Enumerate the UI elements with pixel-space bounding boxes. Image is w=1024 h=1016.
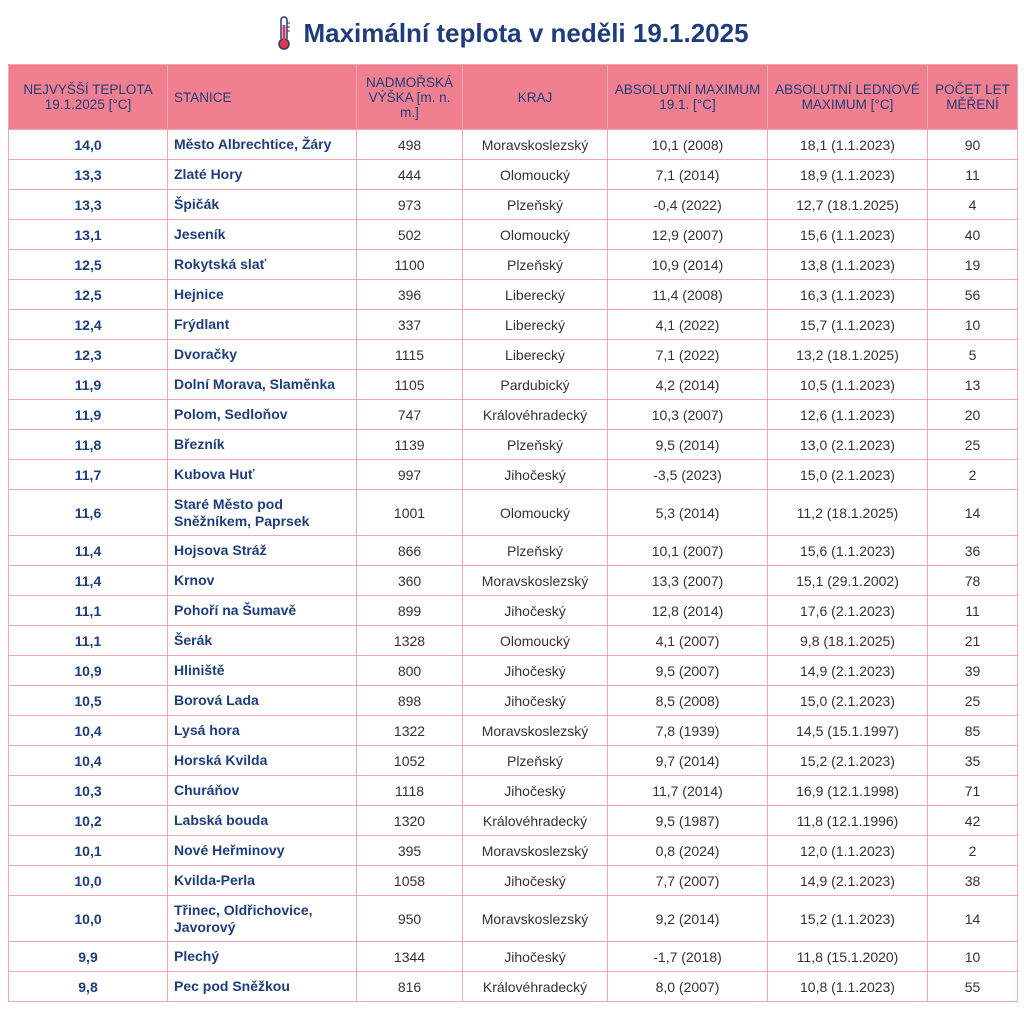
abs-max-day-cell: 9,2 (2014) [608,896,768,942]
table-row [9,190,1018,220]
years-cell: 25 [928,686,1018,716]
station-cell: Dolní Morava, Slaměnka [168,370,357,400]
table-row [9,866,1018,896]
years-cell: 10 [928,310,1018,340]
station-cell: Hliniště [168,656,357,686]
table-row [9,536,1018,566]
table-row [9,686,1018,716]
header-altitude: NADMOŘSKÁ VÝŠKA [m. n. m.] [357,65,463,130]
table-row [9,942,1018,972]
years-cell: 39 [928,656,1018,686]
region-cell: Moravskoslezský [463,716,608,746]
years-cell: 11 [928,160,1018,190]
header-years: POČET LET MĚŘENÍ [928,65,1018,130]
temp-cell: 11,4 [9,536,168,566]
altitude-cell: 1115 [357,340,463,370]
years-cell: 10 [928,942,1018,972]
years-cell: 2 [928,460,1018,490]
abs-max-jan-cell: 18,1 (1.1.2023) [768,130,928,160]
abs-max-day-cell: 10,9 (2014) [608,250,768,280]
years-cell: 21 [928,626,1018,656]
years-cell: 78 [928,566,1018,596]
temp-cell: 11,1 [9,626,168,656]
altitude-cell: 1320 [357,806,463,836]
page-title-wrap [275,15,748,51]
abs-max-jan-cell: 12,0 (1.1.2023) [768,836,928,866]
station-cell: Město Albrechtice, Žáry [168,130,357,160]
abs-max-jan-cell: 13,8 (1.1.2023) [768,250,928,280]
temp-cell: 11,9 [9,370,168,400]
temp-cell: 10,0 [9,896,168,942]
header-row [9,65,1018,130]
abs-max-jan-cell: 16,9 (12.1.1998) [768,776,928,806]
abs-max-jan-cell: 9,8 (18.1.2025) [768,626,928,656]
abs-max-day-cell: 4,1 (2022) [608,310,768,340]
region-cell: Liberecký [463,280,608,310]
station-cell: Dvoračky [168,340,357,370]
abs-max-jan-cell: 13,0 (2.1.2023) [768,430,928,460]
temp-cell: 11,7 [9,460,168,490]
temp-cell: 9,9 [9,942,168,972]
region-cell: Pardubický [463,370,608,400]
table-row [9,460,1018,490]
abs-max-jan-cell: 10,8 (1.1.2023) [768,972,928,1002]
table-row [9,490,1018,536]
temp-cell: 11,6 [9,490,168,536]
station-cell: Pohoří na Šumavě [168,596,357,626]
temperature-table [8,64,1018,1002]
altitude-cell: 747 [357,400,463,430]
region-cell: Olomoucký [463,626,608,656]
years-cell: 42 [928,806,1018,836]
altitude-cell: 396 [357,280,463,310]
header-abs-max-day: ABSOLUTNÍ MAXIMUM 19.1. [°C] [608,65,768,130]
years-cell: 55 [928,972,1018,1002]
altitude-cell: 973 [357,190,463,220]
region-cell: Plzeňský [463,536,608,566]
table-row [9,896,1018,942]
abs-max-day-cell: 10,3 (2007) [608,400,768,430]
temp-cell: 10,5 [9,686,168,716]
temp-cell: 10,1 [9,836,168,866]
temp-cell: 11,4 [9,566,168,596]
abs-max-jan-cell: 17,6 (2.1.2023) [768,596,928,626]
table-row [9,566,1018,596]
station-cell: Plechý [168,942,357,972]
temp-cell: 9,8 [9,972,168,1002]
abs-max-day-cell: 10,1 (2007) [608,536,768,566]
station-cell: Hojsova Stráž [168,536,357,566]
region-cell: Královéhradecký [463,806,608,836]
table-row [9,806,1018,836]
abs-max-jan-cell: 18,9 (1.1.2023) [768,160,928,190]
altitude-cell: 1001 [357,490,463,536]
temp-cell: 12,3 [9,340,168,370]
abs-max-jan-cell: 15,7 (1.1.2023) [768,310,928,340]
years-cell: 11 [928,596,1018,626]
region-cell: Liberecký [463,310,608,340]
abs-max-jan-cell: 15,2 (1.1.2023) [768,896,928,942]
station-cell: Krnov [168,566,357,596]
region-cell: Moravskoslezský [463,566,608,596]
region-cell: Jihočeský [463,656,608,686]
station-cell: Kvilda-Perla [168,866,357,896]
header-station: STANICE [168,65,357,130]
altitude-cell: 816 [357,972,463,1002]
region-cell: Královéhradecký [463,972,608,1002]
region-cell: Plzeňský [463,250,608,280]
header-temp: NEJVYŠŠÍ TEPLOTA 19.1.2025 [°C] [9,65,168,130]
station-cell: Frýdlant [168,310,357,340]
table-body [9,130,1018,1002]
station-cell: Březník [168,430,357,460]
station-cell: Hejnice [168,280,357,310]
altitude-cell: 1058 [357,866,463,896]
years-cell: 56 [928,280,1018,310]
temp-cell: 12,5 [9,250,168,280]
abs-max-day-cell: 12,8 (2014) [608,596,768,626]
altitude-cell: 997 [357,460,463,490]
table-row [9,370,1018,400]
abs-max-day-cell: 0,8 (2024) [608,836,768,866]
table-row [9,716,1018,746]
table-row [9,430,1018,460]
abs-max-jan-cell: 15,6 (1.1.2023) [768,220,928,250]
title-row [0,0,1024,64]
abs-max-jan-cell: 15,2 (2.1.2023) [768,746,928,776]
temp-cell: 13,3 [9,160,168,190]
region-cell: Plzeňský [463,430,608,460]
table-row [9,130,1018,160]
abs-max-day-cell: 13,3 (2007) [608,566,768,596]
temp-cell: 11,9 [9,400,168,430]
abs-max-day-cell: 7,7 (2007) [608,866,768,896]
temp-cell: 10,4 [9,716,168,746]
region-cell: Olomoucký [463,490,608,536]
temp-cell: 10,0 [9,866,168,896]
abs-max-day-cell: 9,5 (2007) [608,656,768,686]
region-cell: Plzeňský [463,190,608,220]
abs-max-jan-cell: 15,6 (1.1.2023) [768,536,928,566]
abs-max-jan-cell: 13,2 (18.1.2025) [768,340,928,370]
altitude-cell: 502 [357,220,463,250]
altitude-cell: 1105 [357,370,463,400]
altitude-cell: 1139 [357,430,463,460]
station-cell: Jeseník [168,220,357,250]
years-cell: 38 [928,866,1018,896]
region-cell: Královéhradecký [463,400,608,430]
abs-max-day-cell: 7,8 (1939) [608,716,768,746]
years-cell: 40 [928,220,1018,250]
altitude-cell: 1344 [357,942,463,972]
station-cell: Třinec, Oldřichovice, Javorový [168,896,357,942]
station-cell: Lysá hora [168,716,357,746]
region-cell: Moravskoslezský [463,836,608,866]
years-cell: 5 [928,340,1018,370]
abs-max-jan-cell: 11,2 (18.1.2025) [768,490,928,536]
region-cell: Jihočeský [463,460,608,490]
station-cell: Pec pod Sněžkou [168,972,357,1002]
region-cell: Plzeňský [463,746,608,776]
station-cell: Kubova Huť [168,460,357,490]
abs-max-day-cell: 4,1 (2007) [608,626,768,656]
station-cell: Staré Město pod Sněžníkem, Paprsek [168,490,357,536]
abs-max-day-cell: 8,0 (2007) [608,972,768,1002]
altitude-cell: 444 [357,160,463,190]
temp-cell: 14,0 [9,130,168,160]
altitude-cell: 1118 [357,776,463,806]
years-cell: 2 [928,836,1018,866]
abs-max-day-cell: 7,1 (2022) [608,340,768,370]
abs-max-day-cell: 11,4 (2008) [608,280,768,310]
abs-max-day-cell: 9,5 (1987) [608,806,768,836]
station-cell: Churáňov [168,776,357,806]
abs-max-day-cell: -0,4 (2022) [608,190,768,220]
altitude-cell: 866 [357,536,463,566]
years-cell: 90 [928,130,1018,160]
altitude-cell: 899 [357,596,463,626]
altitude-cell: 395 [357,836,463,866]
altitude-cell: 337 [357,310,463,340]
region-cell: Jihočeský [463,686,608,716]
years-cell: 19 [928,250,1018,280]
temp-cell: 10,4 [9,746,168,776]
table-row [9,220,1018,250]
abs-max-jan-cell: 15,0 (2.1.2023) [768,686,928,716]
abs-max-day-cell: 10,1 (2008) [608,130,768,160]
temp-cell: 11,1 [9,596,168,626]
abs-max-day-cell: 8,5 (2008) [608,686,768,716]
altitude-cell: 1052 [357,746,463,776]
abs-max-jan-cell: 15,1 (29.1.2002) [768,566,928,596]
thermometer-icon [275,15,293,51]
altitude-cell: 360 [357,566,463,596]
station-cell: Nové Heřminovy [168,836,357,866]
table-row [9,746,1018,776]
altitude-cell: 1322 [357,716,463,746]
abs-max-jan-cell: 11,8 (15.1.2020) [768,942,928,972]
temp-cell: 13,1 [9,220,168,250]
abs-max-jan-cell: 12,7 (18.1.2025) [768,190,928,220]
station-cell: Polom, Sedloňov [168,400,357,430]
table-row [9,776,1018,806]
abs-max-day-cell: 5,3 (2014) [608,490,768,536]
region-cell: Liberecký [463,340,608,370]
altitude-cell: 498 [357,130,463,160]
abs-max-jan-cell: 14,5 (15.1.1997) [768,716,928,746]
abs-max-jan-cell: 11,8 (12.1.1996) [768,806,928,836]
region-cell: Jihočeský [463,866,608,896]
abs-max-day-cell: -1,7 (2018) [608,942,768,972]
abs-max-jan-cell: 14,9 (2.1.2023) [768,866,928,896]
region-cell: Moravskoslezský [463,130,608,160]
altitude-cell: 1100 [357,250,463,280]
temp-cell: 12,4 [9,310,168,340]
years-cell: 13 [928,370,1018,400]
years-cell: 85 [928,716,1018,746]
station-cell: Špičák [168,190,357,220]
station-cell: Borová Lada [168,686,357,716]
station-cell: Rokytská slať [168,250,357,280]
table-row [9,836,1018,866]
table-row [9,310,1018,340]
altitude-cell: 950 [357,896,463,942]
abs-max-jan-cell: 12,6 (1.1.2023) [768,400,928,430]
table-row [9,626,1018,656]
abs-max-day-cell: 9,7 (2014) [608,746,768,776]
altitude-cell: 898 [357,686,463,716]
temp-cell: 10,3 [9,776,168,806]
years-cell: 35 [928,746,1018,776]
altitude-cell: 800 [357,656,463,686]
table-row [9,280,1018,310]
abs-max-day-cell: -3,5 (2023) [608,460,768,490]
temp-cell: 12,5 [9,280,168,310]
table-row [9,340,1018,370]
header-region: KRAJ [463,65,608,130]
table-row [9,160,1018,190]
temp-cell: 10,2 [9,806,168,836]
page-title: Maximální teplota v neděli 19.1.2025 [303,17,749,48]
altitude-cell: 1328 [357,626,463,656]
abs-max-day-cell: 7,1 (2014) [608,160,768,190]
years-cell: 14 [928,896,1018,942]
table-row [9,400,1018,430]
station-cell: Labská bouda [168,806,357,836]
years-cell: 36 [928,536,1018,566]
abs-max-jan-cell: 14,9 (2.1.2023) [768,656,928,686]
table-row [9,250,1018,280]
table-row [9,596,1018,626]
region-cell: Olomoucký [463,160,608,190]
temp-cell: 13,3 [9,190,168,220]
abs-max-day-cell: 9,5 (2014) [608,430,768,460]
temp-cell: 11,8 [9,430,168,460]
table-row [9,972,1018,1002]
years-cell: 14 [928,490,1018,536]
abs-max-day-cell: 11,7 (2014) [608,776,768,806]
region-cell: Moravskoslezský [463,896,608,942]
years-cell: 4 [928,190,1018,220]
abs-max-day-cell: 4,2 (2014) [608,370,768,400]
years-cell: 25 [928,430,1018,460]
temp-cell: 10,9 [9,656,168,686]
header-abs-max-jan: ABSOLUTNÍ LEDNOVÉ MAXIMUM [°C] [768,65,928,130]
abs-max-jan-cell: 10,5 (1.1.2023) [768,370,928,400]
abs-max-jan-cell: 16,3 (1.1.2023) [768,280,928,310]
abs-max-day-cell: 12,9 (2007) [608,220,768,250]
station-cell: Horská Kvilda [168,746,357,776]
region-cell: Jihočeský [463,776,608,806]
region-cell: Olomoucký [463,220,608,250]
abs-max-jan-cell: 15,0 (2.1.2023) [768,460,928,490]
station-cell: Zlaté Hory [168,160,357,190]
years-cell: 20 [928,400,1018,430]
years-cell: 71 [928,776,1018,806]
region-cell: Jihočeský [463,596,608,626]
table-row [9,656,1018,686]
station-cell: Šerák [168,626,357,656]
region-cell: Jihočeský [463,942,608,972]
